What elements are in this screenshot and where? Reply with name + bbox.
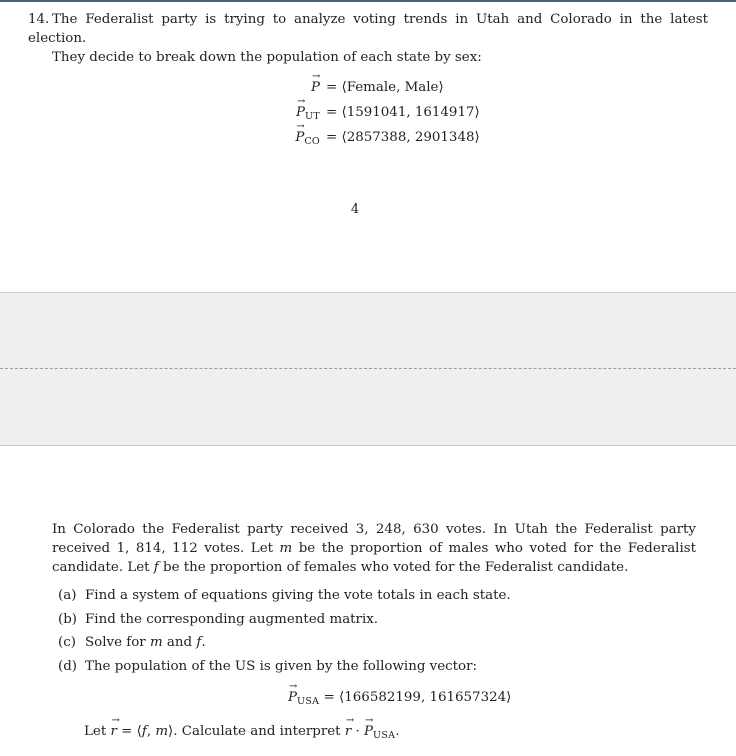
page-number: 4 xyxy=(350,202,360,217)
vector-symbol: → P xyxy=(288,690,297,705)
vector-value: = ⟨Female, Male⟩ xyxy=(326,80,444,95)
vector-symbol: → P xyxy=(364,724,373,739)
let-text: , xyxy=(146,724,156,739)
part-label: (d) xyxy=(58,658,78,674)
part-text: The population of the US is given by the following vector: xyxy=(85,658,478,674)
problem-statement xyxy=(28,10,708,67)
part-a xyxy=(58,588,698,612)
paragraph-text-3: be the proportion of females who voted for the Federalist candidate. xyxy=(158,560,629,575)
paragraph-text-2: be the proportion of males who voted for the Federalist candidate. Let xyxy=(52,541,696,575)
let-text: = ⟨ xyxy=(116,724,142,739)
vector-subscript: USA xyxy=(373,730,396,741)
problem-number: 14. xyxy=(28,12,50,27)
part-text: and xyxy=(162,635,197,650)
vector-p-co xyxy=(0,130,736,150)
problem-paragraph xyxy=(52,520,696,577)
vector-symbol: → P xyxy=(296,105,305,120)
paragraph-text-1: In Colorado the Federalist party received 3, 248, 630 votes. In Utah the Federalist party received 1, 814, 112 votes. Let xyxy=(52,522,696,556)
page-break-gap xyxy=(0,292,736,446)
part-label: (c) xyxy=(58,635,76,650)
var-m: m xyxy=(149,635,163,650)
part-b xyxy=(58,612,698,636)
vector-subscript: UT xyxy=(305,111,320,122)
vector-symbol: → P xyxy=(311,80,320,95)
let-statement xyxy=(84,724,400,741)
problem-line-1: The Federalist party is trying to analyze voting trends in Utah and Colorado in the latest election. xyxy=(28,12,708,46)
problem-line-2: They decide to break down the population of each state by sex: xyxy=(52,50,482,65)
vector-p-definition xyxy=(0,80,736,100)
var-f: f xyxy=(153,560,159,575)
let-text: ⟩. Calculate and interpret xyxy=(168,724,345,739)
part-label: (b) xyxy=(58,611,78,627)
part-c xyxy=(58,635,698,659)
vector-value: = ⟨166582199, 161657324⟩ xyxy=(323,690,512,705)
part-d xyxy=(58,659,698,683)
let-text: . xyxy=(395,724,400,739)
part-text: . xyxy=(201,635,206,650)
let-text: Let xyxy=(84,724,111,739)
vector-subscript: CO xyxy=(304,136,320,147)
page-upper xyxy=(0,2,736,292)
vector-subscript: USA xyxy=(297,696,320,707)
vector-r: → r xyxy=(110,724,116,739)
var-m: m xyxy=(279,541,293,556)
vector-r: → r xyxy=(345,724,351,739)
vector-symbol: → P xyxy=(295,130,304,145)
part-text: Solve for xyxy=(85,635,150,650)
vector-p-usa xyxy=(0,690,736,710)
vector-value: = ⟨1591041, 1614917⟩ xyxy=(326,105,480,120)
part-text: Find the corresponding augmented matrix. xyxy=(85,611,379,627)
dot-operator: · xyxy=(351,724,365,739)
question-parts xyxy=(58,588,698,682)
part-label: (a) xyxy=(58,588,77,603)
var-f: f xyxy=(141,724,147,739)
vector-value: = ⟨2857388, 2901348⟩ xyxy=(326,130,480,145)
var-m: m xyxy=(155,724,169,739)
part-text: Find a system of equations giving the vote totals in each state. xyxy=(85,588,511,603)
vector-p-ut xyxy=(0,105,736,125)
var-f: f xyxy=(196,635,202,650)
page-break-line xyxy=(0,368,736,369)
